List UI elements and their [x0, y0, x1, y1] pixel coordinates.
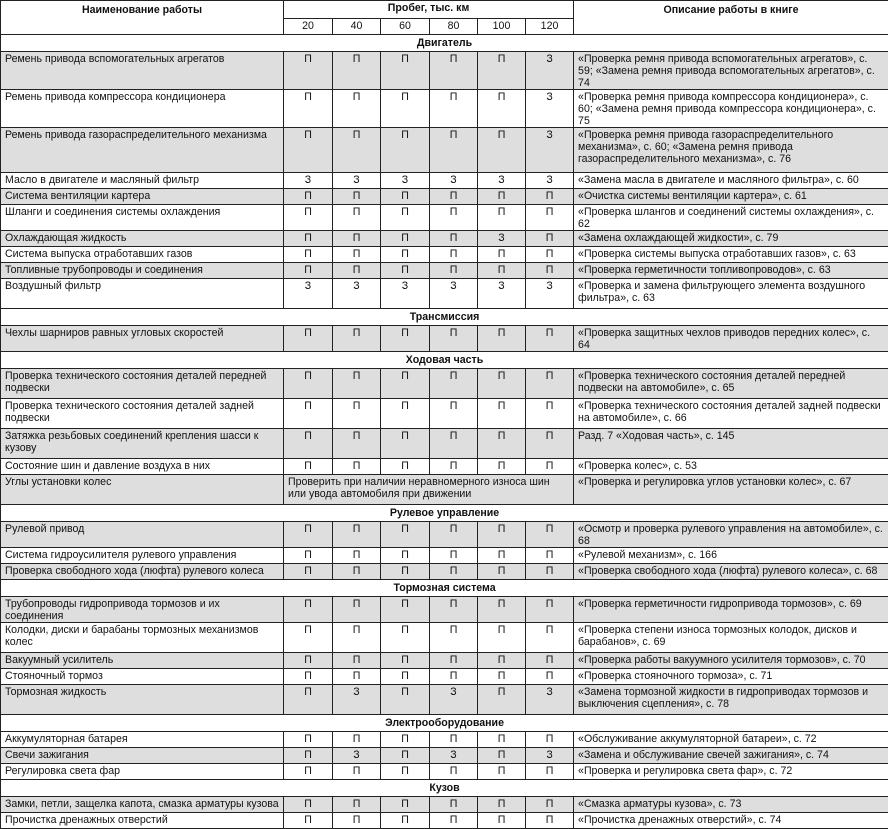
mileage-cell: П — [284, 813, 333, 829]
mileage-cell: П — [526, 564, 574, 580]
mileage-cell: П — [478, 797, 526, 813]
table-row — [1, 548, 888, 564]
work-description: «Обслуживание аккумуляторной батареи», с. 72 — [574, 732, 888, 748]
table-body — [1, 35, 888, 829]
mileage-cell: П — [284, 797, 333, 813]
table-row — [1, 475, 888, 505]
mileage-cell: П — [284, 732, 333, 748]
mileage-cell: П — [430, 732, 478, 748]
mileage-cell: П — [284, 597, 333, 623]
mileage-cell: П — [284, 564, 333, 580]
header-mileage-value: 120 — [526, 19, 574, 35]
mileage-cell: П — [333, 459, 381, 475]
section-header-row — [1, 715, 888, 732]
work-name: Проверка технического состояния деталей передней подвески — [1, 369, 284, 399]
mileage-cell: П — [381, 748, 430, 764]
mileage-cell: П — [478, 399, 526, 429]
mileage-cell: П — [333, 128, 381, 173]
table-row — [1, 52, 888, 90]
mileage-cell: П — [333, 669, 381, 685]
section-title: Трансмиссия — [1, 309, 888, 326]
mileage-cell: П — [430, 128, 478, 173]
work-description: «Очистка системы вентиляции картера», с. 61 — [574, 189, 888, 205]
mileage-cell: П — [284, 326, 333, 352]
mileage-cell: П — [381, 797, 430, 813]
mileage-cell: П — [478, 205, 526, 231]
mileage-cell: З — [430, 279, 478, 309]
mileage-cell: З — [526, 685, 574, 715]
work-description: «Замена охлаждающей жидкости», с. 79 — [574, 231, 888, 247]
work-description: «Проверка ремня привода компрессора кондиционера», с. 60; «Замена ремня привода компрессора кондиционера», с. 75 — [574, 90, 888, 128]
mileage-cell: П — [284, 522, 333, 548]
table-row — [1, 685, 888, 715]
mileage-cell: П — [284, 90, 333, 128]
header-mileage-value: 20 — [284, 19, 333, 35]
work-name: Аккумуляторная батарея — [1, 732, 284, 748]
work-name: Рулевой привод — [1, 522, 284, 548]
mileage-cell: З — [381, 279, 430, 309]
work-description: «Проверка защитных чехлов приводов передних колес», с. 64 — [574, 326, 888, 352]
mileage-cell: П — [430, 669, 478, 685]
mileage-cell: П — [284, 128, 333, 173]
mileage-cell: П — [526, 231, 574, 247]
table-header — [1, 1, 888, 35]
mileage-cell: П — [430, 653, 478, 669]
mileage-cell: П — [284, 369, 333, 399]
mileage-cell: П — [381, 597, 430, 623]
work-description: «Осмотр и проверка рулевого управления на автомобиле», с. 68 — [574, 522, 888, 548]
work-name: Охлаждающая жидкость — [1, 231, 284, 247]
mileage-cell: П — [430, 326, 478, 352]
table-row — [1, 263, 888, 279]
work-name: Состояние шин и давление воздуха в них — [1, 459, 284, 475]
mileage-cell: П — [284, 263, 333, 279]
mileage-cell: П — [333, 369, 381, 399]
mileage-cell: П — [478, 732, 526, 748]
work-description: «Проверка технического состояния деталей передней подвески на автомобиле», с. 65 — [574, 369, 888, 399]
work-name: Топливные трубопроводы и соединения — [1, 263, 284, 279]
mileage-cell: П — [430, 623, 478, 653]
mileage-cell: П — [284, 748, 333, 764]
work-description: «Замена масла в двигателе и масляного фильтра», с. 60 — [574, 173, 888, 189]
mileage-cell: З — [526, 173, 574, 189]
mileage-cell: П — [381, 548, 430, 564]
work-description: «Проверка и регулировка углов установки колес», с. 67 — [574, 475, 888, 505]
mileage-cell: П — [478, 189, 526, 205]
mileage-cell: П — [430, 399, 478, 429]
section-title: Ходовая часть — [1, 352, 888, 369]
mileage-cell: З — [333, 685, 381, 715]
mileage-cell: П — [526, 429, 574, 459]
work-description: «Проверка работы вакуумного усилителя тормозов», с. 70 — [574, 653, 888, 669]
work-name: Система выпуска отработавших газов — [1, 247, 284, 263]
mileage-cell: З — [333, 173, 381, 189]
mileage-cell: З — [526, 279, 574, 309]
mileage-cell: П — [430, 564, 478, 580]
work-name: Проверка свободного хода (люфта) рулевого колеса — [1, 564, 284, 580]
mileage-cell: З — [526, 128, 574, 173]
work-name: Шланги и соединения системы охлаждения — [1, 205, 284, 231]
table-row — [1, 459, 888, 475]
mileage-cell: П — [526, 623, 574, 653]
table-row — [1, 764, 888, 780]
mileage-cell: П — [333, 263, 381, 279]
table-row — [1, 797, 888, 813]
table-row — [1, 522, 888, 548]
work-description: «Проверка и замена фильтрующего элемента воздушного фильтра», с. 63 — [574, 279, 888, 309]
table-row — [1, 429, 888, 459]
work-description: «Проверка свободного хода (люфта) рулевого колеса», с. 68 — [574, 564, 888, 580]
mileage-cell: П — [478, 548, 526, 564]
mileage-cell: П — [284, 429, 333, 459]
table-row — [1, 128, 888, 173]
mileage-cell: П — [381, 685, 430, 715]
work-description: Разд. 7 «Ходовая часть», с. 145 — [574, 429, 888, 459]
mileage-cell: П — [478, 128, 526, 173]
mileage-cell: П — [526, 797, 574, 813]
mileage-cell: П — [381, 52, 430, 90]
mileage-cell: П — [430, 764, 478, 780]
mileage-cell: П — [430, 263, 478, 279]
work-name: Система вентиляции картера — [1, 189, 284, 205]
work-description: «Рулевой механизм», с. 166 — [574, 548, 888, 564]
mileage-cell: П — [381, 669, 430, 685]
mileage-cell: П — [284, 764, 333, 780]
table-row — [1, 732, 888, 748]
work-description: «Проверка колес», с. 53 — [574, 459, 888, 475]
mileage-cell: П — [284, 205, 333, 231]
mileage-cell: П — [478, 623, 526, 653]
work-name: Прочистка дренажных отверстий — [1, 813, 284, 829]
section-header-row — [1, 309, 888, 326]
work-name: Проверка технического состояния деталей задней подвески — [1, 399, 284, 429]
header-work-name: Наименование работы — [1, 1, 284, 35]
mileage-cell: П — [284, 669, 333, 685]
section-header-row — [1, 780, 888, 797]
mileage-cell: П — [284, 653, 333, 669]
work-description: «Проверка стояночного тормоза», с. 71 — [574, 669, 888, 685]
mileage-cell: П — [381, 90, 430, 128]
mileage-cell: З — [478, 279, 526, 309]
work-name: Затяжка резьбовых соединений крепления шасси к кузову — [1, 429, 284, 459]
section-header-row — [1, 35, 888, 52]
header-mileage-value: 80 — [430, 19, 478, 35]
table-row — [1, 748, 888, 764]
table-row — [1, 399, 888, 429]
mileage-cell: П — [430, 247, 478, 263]
mileage-cell: З — [526, 90, 574, 128]
work-description: «Проверка системы выпуска отработавших газов», с. 63 — [574, 247, 888, 263]
work-name: Вакуумный усилитель — [1, 653, 284, 669]
work-description: «Замена и обслуживание свечей зажигания», с. 74 — [574, 748, 888, 764]
mileage-cell: З — [333, 748, 381, 764]
table-row — [1, 189, 888, 205]
mileage-cell: П — [478, 653, 526, 669]
work-name: Стояночный тормоз — [1, 669, 284, 685]
mileage-cell: П — [381, 653, 430, 669]
mileage-cell: П — [333, 597, 381, 623]
mileage-cell: П — [526, 653, 574, 669]
mileage-cell: П — [478, 748, 526, 764]
table-row — [1, 564, 888, 580]
mileage-cell: З — [526, 52, 574, 90]
table-row — [1, 173, 888, 189]
table-row — [1, 369, 888, 399]
mileage-cell: П — [478, 369, 526, 399]
mileage-cell: З — [430, 685, 478, 715]
mileage-cell: З — [526, 748, 574, 764]
mileage-cell: П — [478, 522, 526, 548]
mileage-cell: П — [284, 189, 333, 205]
work-description: «Проверка герметичности гидропривода тормозов», с. 69 — [574, 597, 888, 623]
mileage-cell: П — [430, 369, 478, 399]
mileage-cell: П — [478, 429, 526, 459]
mileage-cell: П — [284, 548, 333, 564]
inspection-note: Проверить при наличии неравномерного износа шин или увода автомобиля при движении — [284, 475, 574, 505]
mileage-cell: П — [526, 459, 574, 475]
mileage-cell: П — [381, 128, 430, 173]
mileage-cell: З — [478, 231, 526, 247]
header-mileage-value: 40 — [333, 19, 381, 35]
mileage-cell: П — [478, 52, 526, 90]
mileage-cell: П — [381, 623, 430, 653]
mileage-cell: П — [381, 522, 430, 548]
mileage-cell: П — [430, 597, 478, 623]
mileage-cell: П — [381, 564, 430, 580]
table-row — [1, 279, 888, 309]
mileage-cell: З — [284, 173, 333, 189]
mileage-cell: П — [284, 459, 333, 475]
mileage-cell: П — [333, 564, 381, 580]
work-description: «Проверка и регулировка света фар», с. 72 — [574, 764, 888, 780]
mileage-cell: П — [381, 205, 430, 231]
work-name: Колодки, диски и барабаны тормозных механизмов колес — [1, 623, 284, 653]
work-name: Система гидроусилителя рулевого управления — [1, 548, 284, 564]
mileage-cell: З — [478, 173, 526, 189]
mileage-cell: П — [526, 205, 574, 231]
mileage-cell: П — [333, 429, 381, 459]
mileage-cell: П — [526, 263, 574, 279]
mileage-cell: П — [381, 429, 430, 459]
work-name: Воздушный фильтр — [1, 279, 284, 309]
mileage-cell: П — [526, 522, 574, 548]
mileage-cell: З — [333, 279, 381, 309]
mileage-cell: П — [478, 764, 526, 780]
table-row — [1, 623, 888, 653]
mileage-cell: П — [333, 326, 381, 352]
mileage-cell: П — [284, 247, 333, 263]
mileage-cell: З — [284, 279, 333, 309]
table-row — [1, 231, 888, 247]
work-name: Замки, петли, защелка капота, смазка арматуры кузова — [1, 797, 284, 813]
work-description: «Проверка ремня привода газораспределительного механизма», с. 60; «Замена ремня привода газораспределительного механизма», с. 76 — [574, 128, 888, 173]
header-description: Описание работы в книге — [574, 1, 888, 35]
work-name: Трубопроводы гидропривода тормозов и их соединения — [1, 597, 284, 623]
mileage-cell: П — [381, 813, 430, 829]
mileage-cell: П — [381, 326, 430, 352]
mileage-cell: П — [526, 189, 574, 205]
table-row — [1, 90, 888, 128]
work-description: «Смазка арматуры кузова», с. 73 — [574, 797, 888, 813]
mileage-cell: П — [478, 247, 526, 263]
mileage-cell: П — [284, 231, 333, 247]
mileage-cell: П — [381, 732, 430, 748]
mileage-cell: П — [526, 399, 574, 429]
table-row — [1, 653, 888, 669]
mileage-cell: П — [381, 231, 430, 247]
table-row — [1, 669, 888, 685]
mileage-cell: П — [333, 548, 381, 564]
mileage-cell: П — [526, 813, 574, 829]
mileage-cell: П — [526, 548, 574, 564]
table-row — [1, 326, 888, 352]
table-row — [1, 813, 888, 829]
mileage-cell: П — [430, 522, 478, 548]
mileage-cell: П — [430, 813, 478, 829]
work-description: «Прочистка дренажных отверстий», с. 74 — [574, 813, 888, 829]
mileage-cell: П — [478, 326, 526, 352]
work-name: Ремень привода компрессора кондиционера — [1, 90, 284, 128]
mileage-cell: П — [430, 231, 478, 247]
header-mileage: Пробег, тыс. км — [284, 1, 574, 19]
section-title: Рулевое управление — [1, 505, 888, 522]
work-description: «Проверка технического состояния деталей задней подвески на автомобиле», с. 66 — [574, 399, 888, 429]
work-description: «Замена тормозной жидкости в гидроприводах тормозов и выключения сцепления», с. 78 — [574, 685, 888, 715]
mileage-cell: П — [333, 247, 381, 263]
mileage-cell: П — [526, 764, 574, 780]
mileage-cell: П — [526, 326, 574, 352]
mileage-cell: П — [430, 90, 478, 128]
mileage-cell: П — [430, 189, 478, 205]
section-title: Двигатель — [1, 35, 888, 52]
mileage-cell: П — [381, 263, 430, 279]
mileage-cell: П — [333, 522, 381, 548]
mileage-cell: П — [381, 369, 430, 399]
mileage-cell: П — [333, 231, 381, 247]
mileage-cell: П — [284, 685, 333, 715]
work-name: Регулировка света фар — [1, 764, 284, 780]
mileage-cell: П — [478, 90, 526, 128]
work-name: Углы установки колес — [1, 475, 284, 505]
mileage-cell: З — [430, 173, 478, 189]
mileage-cell: П — [381, 459, 430, 475]
work-description: «Проверка ремня привода вспомогательных агрегатов», с. 59; «Замена ремня привода вспомогательных агрегатов», с. 74 — [574, 52, 888, 90]
mileage-cell: З — [430, 748, 478, 764]
table-row — [1, 247, 888, 263]
mileage-cell: П — [333, 813, 381, 829]
header-mileage-value: 60 — [381, 19, 430, 35]
section-title: Электрооборудование — [1, 715, 888, 732]
mileage-cell: П — [284, 52, 333, 90]
section-title: Тормозная система — [1, 580, 888, 597]
mileage-cell: П — [333, 623, 381, 653]
section-header-row — [1, 352, 888, 369]
mileage-cell: П — [526, 597, 574, 623]
mileage-cell: П — [478, 459, 526, 475]
mileage-cell: П — [478, 597, 526, 623]
mileage-cell: П — [333, 797, 381, 813]
work-name: Ремень привода вспомогательных агрегатов — [1, 52, 284, 90]
mileage-cell: П — [381, 189, 430, 205]
mileage-cell: П — [526, 669, 574, 685]
mileage-cell: П — [333, 90, 381, 128]
mileage-cell: П — [381, 764, 430, 780]
mileage-cell: П — [478, 685, 526, 715]
mileage-cell: П — [526, 247, 574, 263]
table-row — [1, 205, 888, 231]
mileage-cell: П — [478, 564, 526, 580]
mileage-cell: П — [478, 813, 526, 829]
mileage-cell: П — [526, 369, 574, 399]
mileage-cell: П — [333, 653, 381, 669]
mileage-cell: П — [381, 399, 430, 429]
work-description: «Проверка шлангов и соединений системы охлаждения», с. 62 — [574, 205, 888, 231]
work-description: «Проверка степени износа тормозных колодок, дисков и барабанов», с. 69 — [574, 623, 888, 653]
mileage-cell: П — [526, 732, 574, 748]
mileage-cell: П — [333, 189, 381, 205]
table-row — [1, 597, 888, 623]
section-header-row — [1, 505, 888, 522]
mileage-cell: П — [333, 52, 381, 90]
mileage-cell: П — [333, 764, 381, 780]
section-header-row — [1, 580, 888, 597]
mileage-cell: П — [381, 247, 430, 263]
work-name: Свечи зажигания — [1, 748, 284, 764]
section-title: Кузов — [1, 780, 888, 797]
mileage-cell: З — [381, 173, 430, 189]
mileage-cell: П — [333, 399, 381, 429]
work-name: Масло в двигателе и масляный фильтр — [1, 173, 284, 189]
work-name: Тормозная жидкость — [1, 685, 284, 715]
mileage-cell: П — [430, 429, 478, 459]
mileage-cell: П — [430, 459, 478, 475]
work-name: Чехлы шарниров равных угловых скоростей — [1, 326, 284, 352]
mileage-cell: П — [284, 623, 333, 653]
work-name: Ремень привода газораспределительного механизма — [1, 128, 284, 173]
mileage-cell: П — [430, 52, 478, 90]
work-description: «Проверка герметичности топливопроводов», с. 63 — [574, 263, 888, 279]
header-mileage-value: 100 — [478, 19, 526, 35]
mileage-cell: П — [284, 399, 333, 429]
mileage-cell: П — [333, 732, 381, 748]
mileage-cell: П — [430, 797, 478, 813]
mileage-cell: П — [430, 548, 478, 564]
mileage-cell: П — [333, 205, 381, 231]
mileage-cell: П — [430, 205, 478, 231]
mileage-cell: П — [478, 263, 526, 279]
mileage-cell: П — [478, 669, 526, 685]
